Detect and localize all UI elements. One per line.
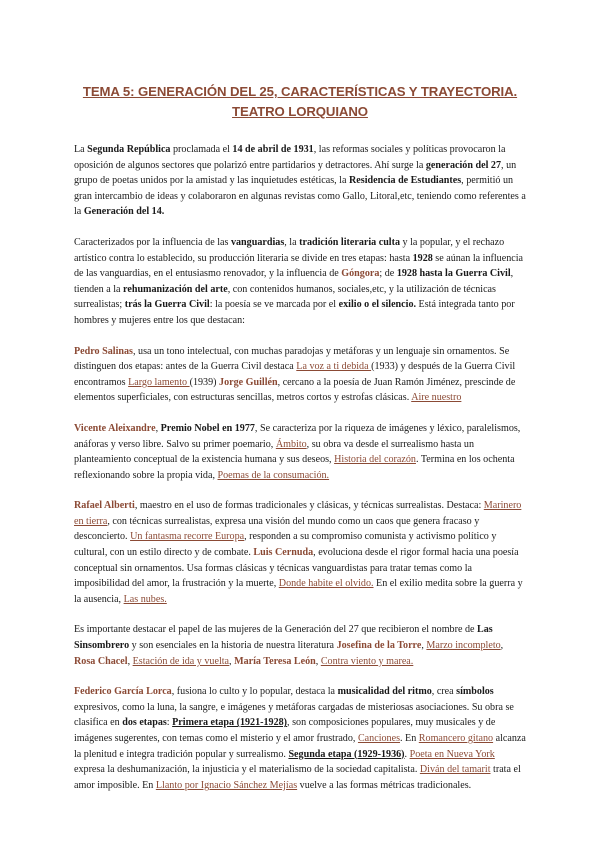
bold-text: tradición literaria culta [299,236,401,248]
body-text: En el exilio medita sobre la guerra y la ausencia, [74,578,523,605]
body-text: Caracterizados por la influencia de las [74,236,231,248]
bold-text: 1928 [412,252,433,264]
author-name: Vicente Aleixandre [74,422,156,434]
body-text: . Termina en los ochenta reflexionando sobre la propia vida, [74,454,515,481]
body-text: , las reformas sociales y políticas provocaron la oposición de algunos sectores que polarizó entre partidarios y detractores. Ahí surge la [74,144,506,171]
body-text: trata el amor imposible. En [74,764,521,791]
bold-text: símbolos [456,686,494,698]
document-title: TEMA 5: GENERACIÓN DEL 25, CARACTERÍSTICAS Y TRAYECTORIA. TEATRO LORQUIANO [82,84,518,119]
body-text: y la popular, y el rechazo artístico contra lo establecido, su producción literaria se divide en tres etapas: hasta [74,236,505,264]
bold-text: dos etapas [122,717,167,729]
body-text: , su obra va desde el surrealismo hasta un planteamiento conceptual de la existencia humana y sus deseos, [74,438,475,466]
bold-text: Premio Nobel en 1977 [160,422,255,434]
body-text: , fusiona lo culto y lo popular, destaca la [171,686,338,698]
bold-text: Generación del 14. [83,206,165,218]
body-text: , un grupo de poetas unidos por la amistad y las inquietudes estéticas, la [74,159,517,187]
paragraph-salinas-guillen [74,344,526,406]
body-text: vuelve a las formas métricas tradicionales. [297,779,472,791]
body-text: : la poesía se ve marcada por el [209,299,339,311]
bold-text: musicalidad del ritmo [337,686,432,698]
work-title-link[interactable]: Poemas de la consumación. [217,469,330,481]
author-name: María Teresa León [234,655,316,667]
bold-text: 14 de abril de 1931 [232,144,314,155]
body-text: (1939) [189,376,220,388]
body-text: alcanza la plenitud e integra tradición popular y surrealismo. [74,733,526,760]
body-text: , son composiciones populares, muy musicales y de imágenes sugerentes, con temas como el misterio y el amor frustrado, [74,717,496,744]
body-text: , cercano a la poesía de Juan Ramón Jiménez, prescinde de elementos superficiales, con estructuras sencillas, metros cortos y estrofas clásicas. [74,376,516,404]
bold-text: vanguardias [230,236,285,248]
bold-text: Segunda República [87,144,171,155]
author-name: Rafael Alberti [74,500,135,512]
work-title-link[interactable]: Poeta en Nueva York [409,748,495,760]
work-title-link[interactable]: Historia del corazón [334,454,416,466]
bold-text: trás la Guerra Civil [124,299,210,311]
paragraph-alberti-cernuda [74,498,526,607]
author-name: Rosa Chacel [74,655,128,667]
bold-text: 1928 hasta la Guerra Civil [396,268,511,280]
work-title-link[interactable]: Las nubes. [123,593,167,605]
body-text: , crea [431,686,457,698]
body-text: , [421,640,427,652]
work-title-link[interactable]: Romancero gitano [418,733,494,744]
body-text: : [166,717,173,729]
author-name: Josefina de la Torre [336,640,422,652]
paragraph-segunda-republica [74,142,526,220]
bold-text: Residencia de Estudiantes [349,175,462,187]
body-text: , [155,422,161,434]
work-title-link[interactable]: Donde habite el olvido. [278,578,374,590]
body-text: Está integrada tanto por hombres y mujeres entre los que destacan: [74,299,515,326]
body-text: La [74,144,88,155]
body-text: . En [400,733,419,744]
author-name: Federico García Lorca [74,686,172,698]
body-text: expresivos, como la luna, la sangre, e imágenes y metáforas cargadas de misteriosas asociaciones. Su obra se clasifica en [74,701,514,729]
paragraph-sinsombrero [74,622,526,669]
body-text: Es importante destacar el papel de las mujeres de la Generación del 27 que recibieron el nombre de [74,624,478,636]
author-name: Pedro Salinas [74,345,133,357]
body-text: , [127,655,133,667]
body-text: expresa la deshumanización, la injusticia y el materialismo de la sociedad capitalista. [74,764,420,776]
bold-text: rehumanización del arte [123,283,228,295]
bold-text: o el silencio. [364,299,417,311]
body-text: , [500,640,504,652]
body-text: y son esenciales en la historia de nuestra literatura [129,640,337,652]
body-text: , la [284,236,300,248]
body-text: , maestro en el uso de formas tradicionales y clásicas, y técnicas surrealistas. Destaca: [134,500,484,512]
period-heading: Primera etapa (1921-1928) [172,717,288,729]
work-title-link[interactable]: Llanto por Ignacio Sánchez Mejías [155,779,298,791]
body-text: , evoluciona desde el rigor formal hacia una poesía conceptual sin ornamentos. Usa formas clásicas y técnicas vanguardistas para tratar temas como la imposibilidad del amor, la frustración y la muerte, [74,547,519,590]
work-title-link[interactable]: Contra viento y marea. [320,655,414,667]
work-title-link[interactable]: Largo lamento [128,376,190,388]
work-title-link[interactable]: Un fantasma recorre Europa [130,531,245,543]
body-text: se aúnan la influencia de las vanguardias, en el entusiasmo renovador, y la influencia de [74,252,524,280]
work-title-link[interactable]: Marzo incompleto [426,640,501,652]
body-text: (1933) y después de la Guerra Civil encontramos [74,361,516,388]
author-name: Góngora [341,268,380,280]
period-heading: Segunda etapa (1929-1936) [288,748,405,760]
body-text: . [404,748,410,760]
paragraph-aleixandre [74,421,526,483]
body-text: , con técnicas surrealistas, expresa una visión del mundo como un caos que genera fracaso y desconcierto. [74,515,480,543]
body-text: ; de [379,268,397,280]
body-text: , permitió un gran intercambio de ideas y colaboraron en algunas revistas como Gallo, Litoral,etc, teniendo como referentes a la [74,175,526,218]
paragraph-lorca [74,684,526,793]
bold-text: generación del 27 [425,159,502,171]
body-text: , tienden a la [74,268,514,295]
body-text: , usa un tono intelectual, con muchas paradojas y metáforas y un lenguaje sin ornamentos. Se distinguen dos etapas: antes de la Guerra Civil destaca [74,345,510,373]
work-title-link[interactable]: Aire nuestro [411,392,462,404]
work-title-link[interactable]: Estación de ida y vuelta [132,655,230,667]
work-title-link[interactable]: Ámbito [275,438,307,450]
work-title-link[interactable]: Marinero en tierra [74,500,522,527]
author-name: Luis Cernuda [253,547,314,559]
bold-text: Las Sinsombrero [74,624,493,652]
paragraph-caracteristicas [74,235,526,329]
bold-text: exilio [338,299,362,311]
work-title-link[interactable]: La voz a ti debida [296,361,372,373]
work-title-link[interactable]: Canciones [357,733,400,744]
body-text: , Se caracteriza por la riqueza de imágenes y léxico, paralelismos, anáforas y verso libre. Salvo su primer poemario, [74,422,521,450]
body-text: , responden a su compromiso comunista y activismo político y cultural, con un estilo directo y de combate. [74,531,497,559]
author-name: Jorge Guillén [219,376,278,388]
body-text: , con contenidos humanos, sociales,etc, y la utilización de técnicas surrealistas; [74,283,496,311]
body-text: , [315,655,321,667]
work-title-link[interactable]: Diván del tamarit [419,764,491,776]
body-text: , [229,655,235,667]
body-text: proclamada el [170,144,233,155]
